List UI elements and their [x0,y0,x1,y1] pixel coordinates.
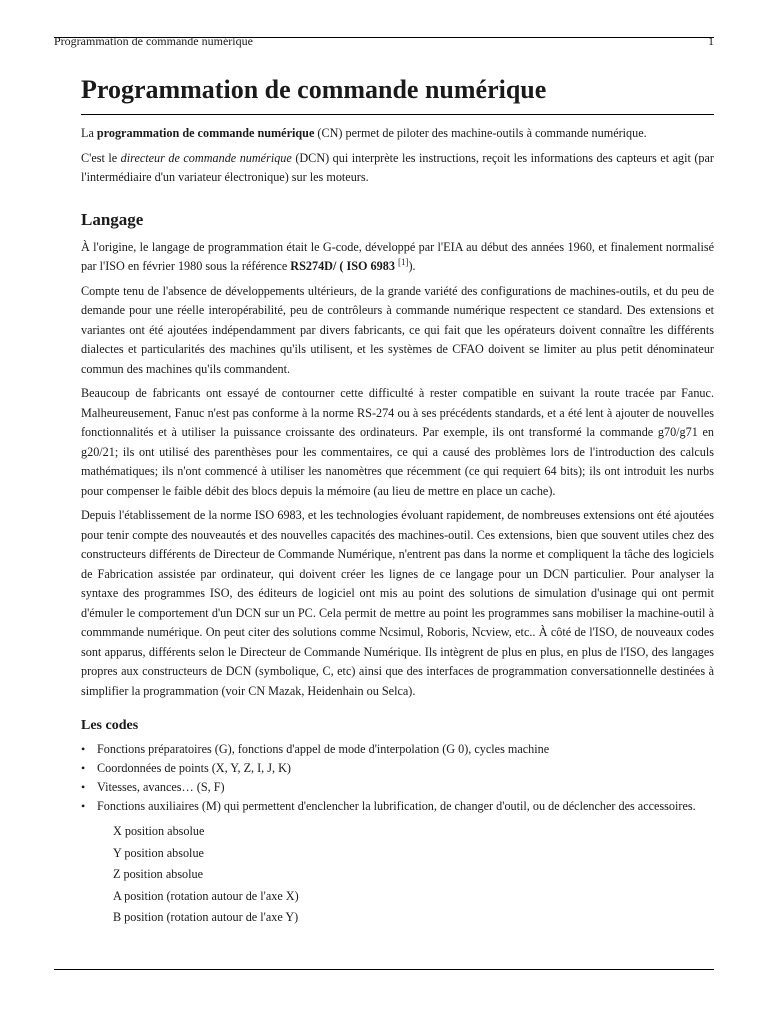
standard-reference: RS274D/ ( ISO 6983 [290,259,395,273]
bullet-icon: • [81,780,86,794]
position-item: Z position absolue [113,867,204,882]
list-item: • Fonctions auxiliaires (M) qui permettent d'enclencher la lubrification, de changer d'outil, ou de déclencher des accessoires. [81,799,696,813]
codes-list [81,740,714,815]
bullet-icon: • [81,742,86,756]
list-item: • Vitesses, avances… (S, F) [81,780,225,794]
running-title: Programmation de commande numérique [54,34,253,48]
footnote-link[interactable]: [1] [397,257,409,267]
term-bold: programmation de commande numérique [96,126,315,140]
langage-paragraph-4: Depuis l'établissement de la norme ISO 6983, et les technologies évoluant rapidement, de nombreuses extensions ont été ajoutées pour tenir compte des nouveautés et des nouvelles capacités des machines-outil. Ces extensions, bien que souvent utiles chez des constructeurs différents de Directeur de Commande Numérique, n'entrent pas dans la norme et compliquent la tâche des logiciels de Fabrication assistée par ordinateur, qui doivent créer les lignes de ce langage pour un DCN particulier. Pour analyser la syntaxe des programmes ISO, des éditeurs de logiciel ont mis au point des solutions de simulation d'usinage qui ont permit d'émuler le comportement d'un DCN sur un PC. Cela permit de mettre au point les programmes sans mobiliser la machine-outil à commmande numérique. On peut citer des solutions comme Ncsimul, Roboris, Ncview, etc.. À côté de l'ISO, de nouveaux codes sont apparus, différents selon le Directeur de Commande Numérique. Ils intègrent de plus en plus, en plus de l'ISO, des langages propres aux constructeurs de DCN (symbolique, C, etc) ainsi que des interfaces de programmation conversationnelle destinées à simplifier la programmation (voir CN Mazak, Heidenhain ou Selca). [81,508,714,698]
running-header [54,34,714,48]
page-number: 1 [708,34,714,48]
article-body [81,68,714,929]
footer-divider [54,969,714,970]
position-item: A position (rotation autour de l'axe X) [113,888,299,903]
page-title: Programmation de commande numérique [81,74,714,115]
langage-paragraph-1: À l'origine, le langage de programmation était le G-code, développé par l'EIA au début des années 1960, et finalement normalisé par l'ISO en février 1980 sous la référence RS274D/ ( ISO 6983 [1]). [81,239,714,273]
list-item: • Fonctions préparatoires (G), fonctions d'appel de mode d'interpolation (G 0), cycles machine [81,742,550,756]
term-italic: directeur de commande numérique [120,150,292,165]
langage-paragraph-3: Beaucoup de fabricants ont essayé de contourner cette difficulté à rester compatible en suivant la route tracée par Fanuc. Malheureusement, Fanuc n'est pas conforme à la norme RS-274 ou à ses précédents standards, et a été lent à ajouter de nouvelles fonctionnalités et à utiliser la puissance croissante des ordinateurs. Par exemple, ils ont transformé la commande g70/g71 en g20/21; ils ont utilisé des parenthèses pour les commentaires, ce qui a causé des problèmes lors de l'introduction des calculs mathématiques; ils n'ont commencé à utiliser les nanomètres que récemment (ce qui requiert 64 bits); ils ont introduit les nurbs pour compenser le faible débit des blocs depuis la mémoire (au lieu de mettre en place un cache). [81,386,714,498]
position-list [81,821,714,929]
position-item: B position (rotation autour de l'axe Y) [113,910,299,925]
intro-paragraph-1: La programmation de commande numérique (CN) permet de piloter des machine-outils à commande numérique. [81,126,647,140]
intro-paragraph-2: C'est le directeur de commande numérique (DCN) qui interprète les instructions, reçoit les informations des capteurs et agit (par l'intermédiaire d'un variateur électronique) sur les moteurs. [81,150,714,184]
section-heading-codes: Les codes [81,718,139,733]
position-item: X position absolue [113,824,205,838]
section-heading-langage: Langage [81,209,144,229]
bullet-icon: • [81,761,86,775]
list-item: • Coordonnées de points (X, Y, Z, I, J, K) [81,761,291,775]
position-item: Y position absolue [113,845,204,860]
langage-paragraph-2: Compte tenu de l'absence de développements ultérieurs, de la grande variété des configurations de machines-outils, et du peu de demande pour une réelle interopérabilité, peu de contrôleurs à commande numérique respectent ce standard. Des extensions et variantes ont été ajoutées indépendamment par divers fabricants, ce qui fait que les opérateurs doivent connaître les différents dialectes et particularités des machines qu'ils utilisent, et les systèmes de CFAO doivent se limiter au plus petit dénominateur commun des machines qu'ils commandent. [81,283,714,376]
bullet-icon: • [81,799,86,813]
